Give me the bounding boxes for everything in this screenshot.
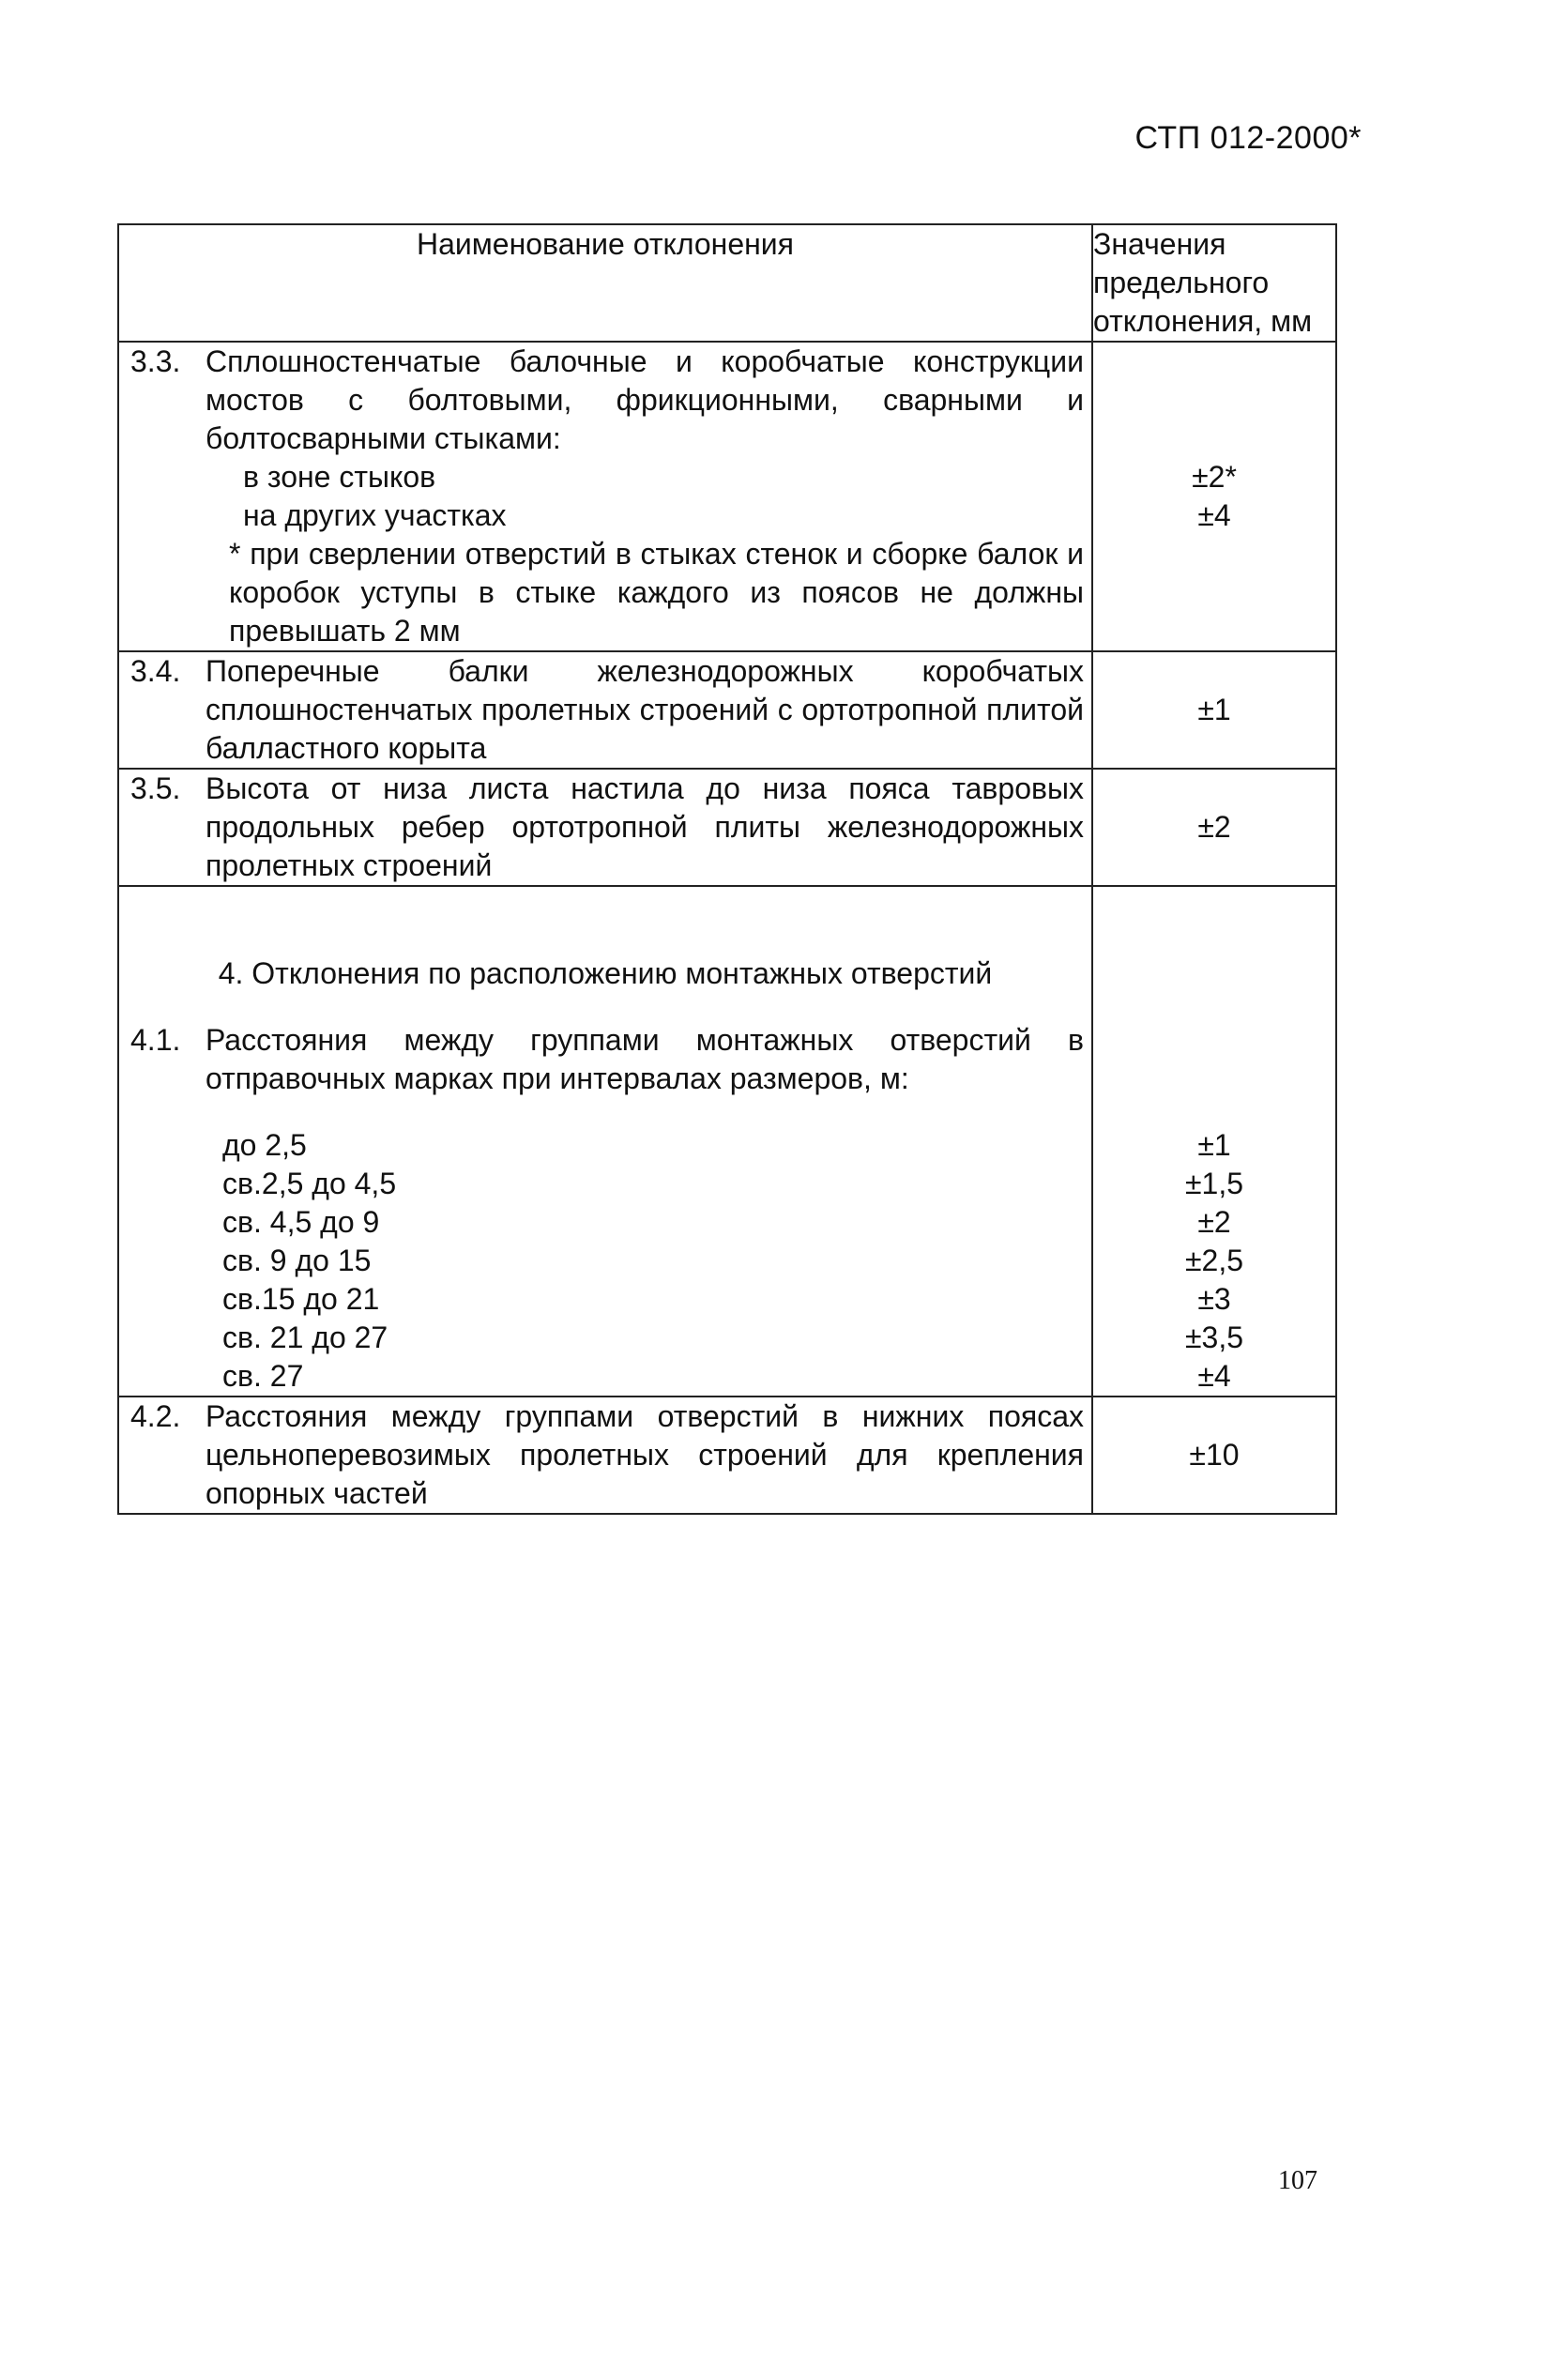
item-note: * при сверлении отверстий в стыках стенок и сборке балок и коробок уступы в стыке каждого из поясов не должны превышать 2 мм — [229, 537, 1084, 648]
range-label: св.15 до 21 — [222, 1282, 380, 1316]
item-number: 4.1. — [130, 1023, 181, 1057]
page-number: 107 — [1278, 2166, 1317, 2195]
column-header-value: Значения предельного отклонения, мм — [1092, 224, 1336, 342]
value-cell: ±2* — [1192, 460, 1237, 494]
row-3-3-values — [1092, 342, 1336, 651]
range-label: св. 21 до 27 — [222, 1320, 388, 1354]
deviation-table — [117, 223, 1337, 1515]
value-cell: ±1,5 — [1184, 1167, 1244, 1200]
value-cell: ±1 — [1197, 1128, 1231, 1162]
value-cell: ±2 — [1092, 769, 1336, 886]
column-header-name: Наименование отклонения — [118, 224, 1092, 342]
subitem-other-areas: на других участках — [243, 498, 507, 532]
section-title: 4. Отклонения по расположению монтажных отверстий — [218, 956, 993, 990]
table-row — [118, 342, 1336, 651]
value-cell: ±10 — [1092, 1397, 1336, 1514]
row-4-1-description — [118, 886, 1092, 1397]
row-3-5-description — [118, 769, 1092, 886]
row-4-1-values — [1092, 886, 1336, 1397]
value-cell: ±3,5 — [1184, 1320, 1244, 1354]
item-number: 3.5. — [130, 771, 181, 805]
table-row — [118, 886, 1336, 1397]
value-cell: ±2,5 — [1184, 1244, 1244, 1277]
value-cell: ±3 — [1197, 1282, 1231, 1316]
subitem-joint-zone: в зоне стыков — [243, 460, 436, 494]
range-label: св. 27 — [222, 1359, 304, 1393]
value-cell: ±1 — [1092, 651, 1336, 769]
item-text: Высота от низа листа настила до низа пояса тавровых продольных ребер ортотропной плиты железнодорожных пролетных строений — [206, 771, 1084, 882]
document-code: СТП 012-2000* — [1134, 120, 1362, 156]
table-row — [118, 651, 1336, 769]
range-label: до 2,5 — [222, 1128, 307, 1162]
row-4-2-description — [118, 1397, 1092, 1514]
item-number: 4.2. — [130, 1399, 181, 1433]
item-number: 3.3. — [130, 344, 181, 378]
range-label: св. 9 до 15 — [222, 1244, 372, 1277]
row-3-4-description — [118, 651, 1092, 769]
value-cell: ±4 — [1197, 1359, 1231, 1393]
table-row — [118, 1397, 1336, 1514]
item-number: 3.4. — [130, 654, 181, 688]
range-label: св.2,5 до 4,5 — [222, 1167, 397, 1200]
item-text: Расстояния между группами монтажных отверстий в отправочных марках при интервалах размеров, м: — [206, 1023, 1084, 1095]
table-row — [118, 769, 1336, 886]
value-cell: ±2 — [1197, 1205, 1231, 1239]
item-text: Расстояния между группами отверстий в нижних поясах цельноперевозимых пролетных строений для крепления опорных частей — [206, 1399, 1084, 1510]
value-cell: ±4 — [1197, 498, 1231, 532]
table-header-row — [118, 224, 1336, 342]
row-3-3-description — [118, 342, 1092, 651]
range-label: св. 4,5 до 9 — [222, 1205, 380, 1239]
item-text: Сплошностенчатые балочные и коробчатые конструкции мостов с болтовыми, фрикционными, сварными и болтосварными стыками: — [206, 344, 1084, 455]
item-text: Поперечные балки железнодорожных коробчатых сплошностенчатых пролетных строений с ортотропной плитой балластного корыта — [206, 654, 1084, 765]
